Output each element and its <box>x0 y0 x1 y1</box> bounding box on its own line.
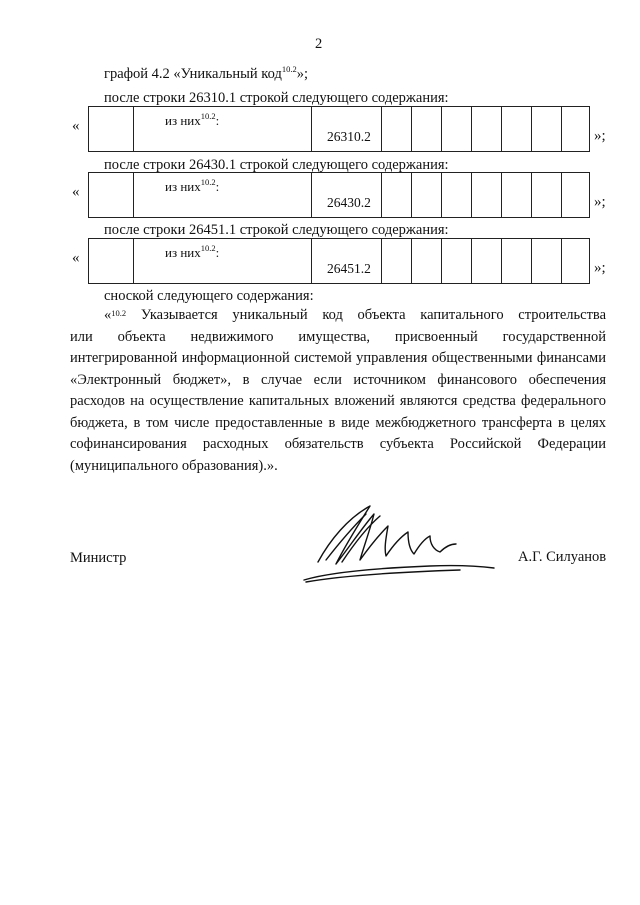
footnote-line-5: расходов на осуществление капитальных вложений являются средства федерального <box>70 393 606 409</box>
open-quote-3: « <box>72 250 80 266</box>
open-quote-1: « <box>72 118 80 134</box>
row-code-2: 26430.2 <box>327 195 371 210</box>
section-heading-3: после строки 26451.1 строкой следующего содержания: <box>104 222 449 238</box>
footnote-intro: сноской следующего содержания: <box>104 288 314 304</box>
section-heading-1: после строки 26310.1 строкой следующего содержания: <box>104 90 449 106</box>
intro-tail: »; <box>296 66 308 82</box>
row-table-3 <box>88 238 590 284</box>
open-quote-2: « <box>72 184 80 200</box>
footnote-line-1: «$^{10.2}$ Указывается уникальный код объекта капитального строительства <box>104 307 607 323</box>
section-heading-2: после строки 26430.1 строкой следующего содержания: <box>104 157 449 173</box>
row-label-2: из них$^{10.2}$: <box>165 177 220 194</box>
footnote-line-2: или объекта недвижимого имущества, присвоенный государственной <box>70 328 606 345</box>
footnote-line-7: софинансирования расходных обязательств субъекта Российской Федерации <box>70 436 606 452</box>
footnote-sup: 10.2 <box>111 308 127 318</box>
row-label-3: из них$^{10.2}$: <box>165 243 220 260</box>
signatory-name: А.Г. Силуанов <box>518 549 607 565</box>
row-table-1 <box>88 106 590 152</box>
intro-sup: 10.2 <box>281 64 297 74</box>
row-code-3: 26451.2 <box>327 261 371 276</box>
footnote-line-3: интегрированной информационной системой управления общественными финансами <box>70 350 606 366</box>
footnote-body <box>70 305 606 477</box>
close-quote-3: »; <box>594 260 606 276</box>
footnote-line-4: «Электронный бюджет», в случае если источником финансового обеспечения <box>70 371 606 388</box>
footnote-line-6: бюджета, в том числе предоставленные в виде межбюджетного трансферта в целях <box>70 414 606 431</box>
handwritten-signature <box>300 500 500 590</box>
footnote-line-8: (муниципального образования).». <box>70 457 278 474</box>
close-quote-1: »; <box>594 128 606 144</box>
row-code-1: 26310.2 <box>327 129 371 144</box>
close-quote-2: »; <box>594 194 606 210</box>
row-table-2 <box>88 172 590 218</box>
row-label-1: из них$^{10.2}$: <box>165 111 220 128</box>
intro-line <box>104 66 308 83</box>
page-number: 2 <box>315 36 323 52</box>
signatory-title: Министр <box>70 550 127 566</box>
intro-text: графой 4.2 «Уникальный код <box>104 66 282 82</box>
